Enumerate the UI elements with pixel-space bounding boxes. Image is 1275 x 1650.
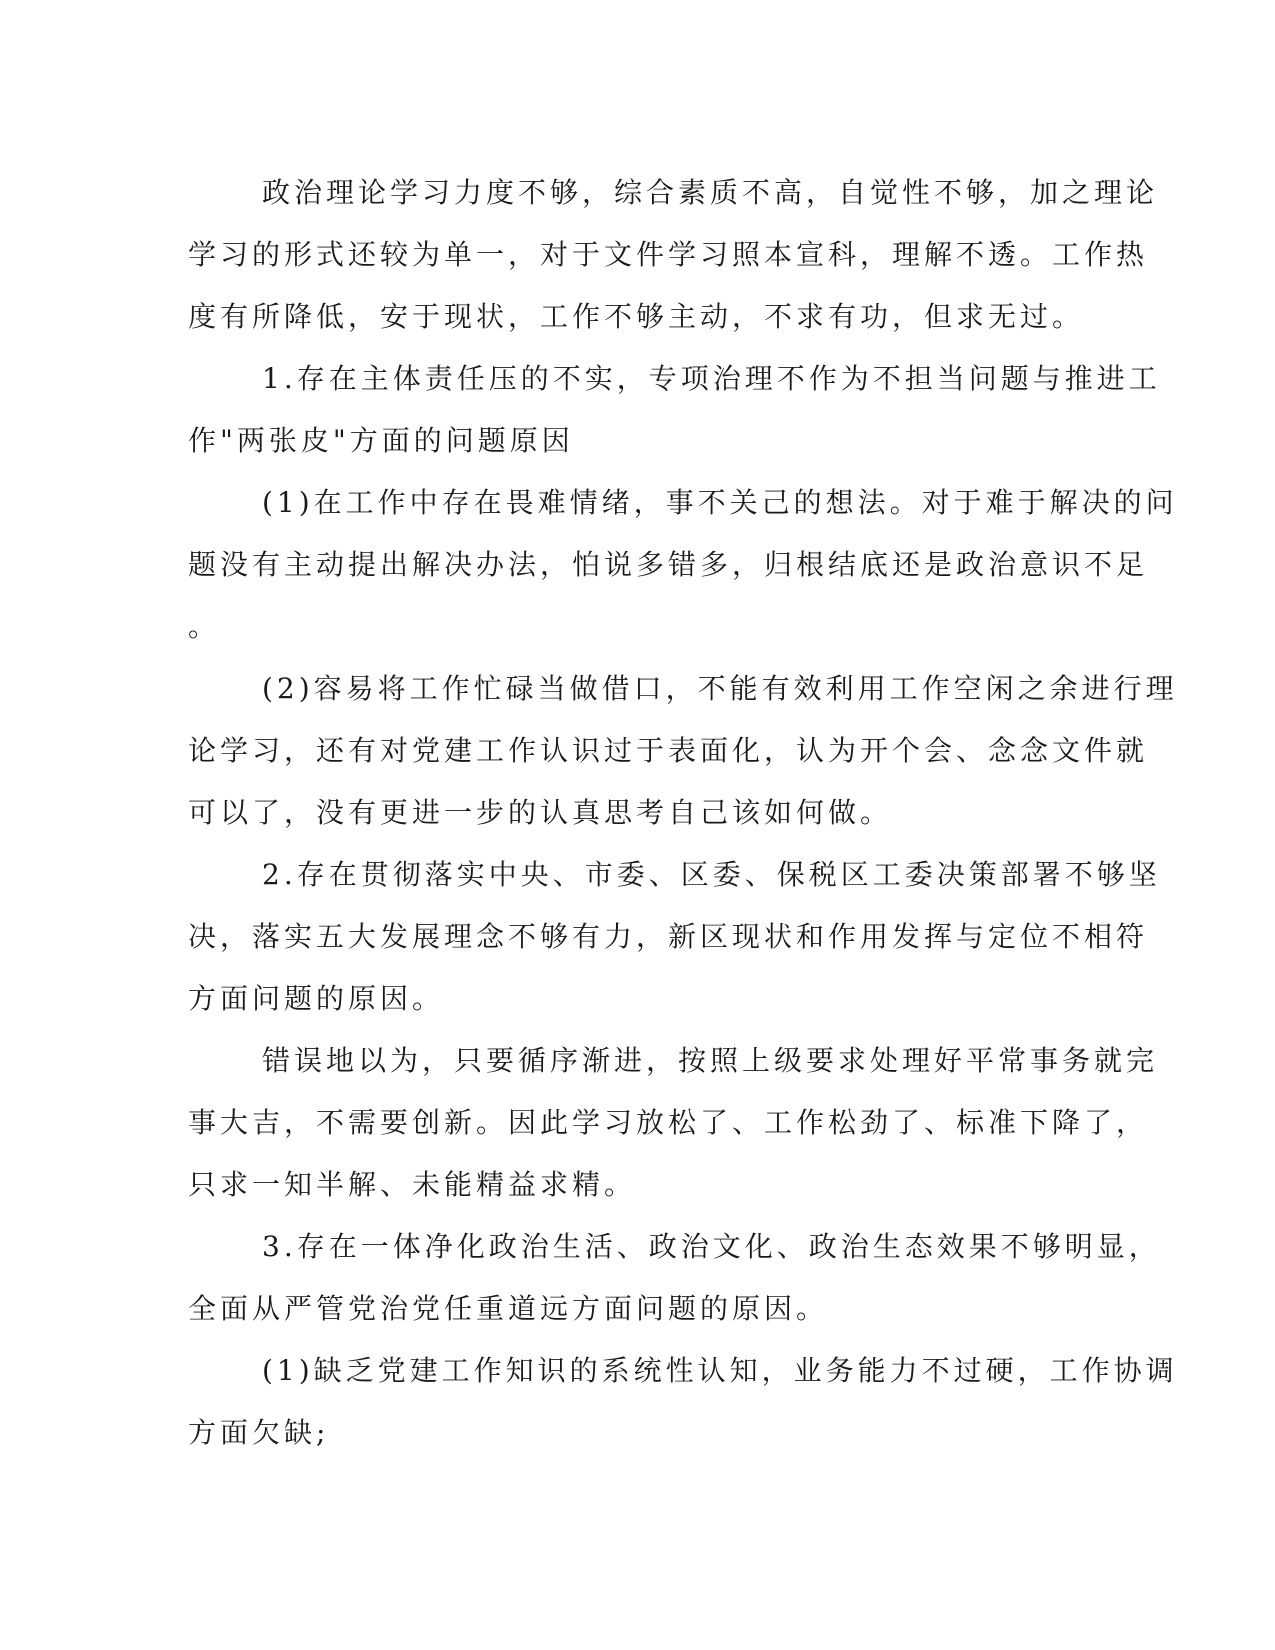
text-line: 只求一知半解、未能精益求精。 bbox=[188, 1168, 637, 1201]
document-body bbox=[188, 162, 1178, 1464]
paragraph-3 bbox=[188, 472, 1178, 658]
text-line: 1.存在主体责任压的不实，专项治理不作为不担当问题与推进工 bbox=[262, 362, 1161, 395]
text-line: 3.存在一体净化政治生活、政治文化、政治生态效果不够明显， bbox=[262, 1230, 1161, 1263]
paragraph-4 bbox=[188, 658, 1178, 844]
text-line: 作"两张皮"方面的问题原因 bbox=[188, 424, 574, 457]
text-line: 事大吉，不需要创新。因此学习放松了、工作松劲了、标准下降了， bbox=[188, 1106, 1149, 1139]
text-line: 。 bbox=[188, 610, 221, 643]
text-line: 方面欠缺; bbox=[188, 1416, 330, 1449]
paragraph-7 bbox=[188, 1216, 1161, 1340]
text-line: 论学习，还有对党建工作认识过于表面化，认为开个会、念念文件就 bbox=[188, 734, 1149, 767]
text-line: 错误地以为，只要循序渐进，按照上级要求处理好平常事务就完 bbox=[262, 1044, 1159, 1077]
text-line: 可以了，没有更进一步的认真思考自己该如何做。 bbox=[188, 796, 893, 829]
text-line: 政治理论学习力度不够，综合素质不高，自觉性不够，加之理论 bbox=[262, 176, 1159, 209]
text-line: 全面从严管党治党任重道远方面问题的原因。 bbox=[188, 1292, 829, 1325]
paragraph-2 bbox=[188, 348, 1161, 472]
paragraph-1 bbox=[188, 162, 1159, 348]
paragraph-5 bbox=[188, 844, 1161, 1030]
text-line: 度有所降低，安于现状，工作不够主动，不求有功，但求无过。 bbox=[188, 300, 1085, 333]
text-line: (1)在工作中存在畏难情绪，事不关己的想法。对于难于解决的问 bbox=[262, 486, 1178, 519]
text-line: 决，落实五大发展理念不够有力，新区现状和作用发挥与定位不相符 bbox=[188, 920, 1149, 953]
paragraph-6 bbox=[188, 1030, 1159, 1216]
text-line: 2.存在贯彻落实中央、市委、区委、保税区工委决策部署不够坚 bbox=[262, 858, 1161, 891]
text-line: 学习的形式还较为单一，对于文件学习照本宣科，理解不透。工作热 bbox=[188, 238, 1149, 271]
text-line: 题没有主动提出解决办法，怕说多错多，归根结底还是政治意识不足 bbox=[188, 548, 1149, 581]
paragraph-8 bbox=[188, 1340, 1178, 1464]
text-line: (2)容易将工作忙碌当做借口，不能有效利用工作空闲之余进行理 bbox=[262, 672, 1178, 705]
text-line: 方面问题的原因。 bbox=[188, 982, 445, 1015]
text-line: (1)缺乏党建工作知识的系统性认知，业务能力不过硬，工作协调 bbox=[262, 1354, 1178, 1387]
